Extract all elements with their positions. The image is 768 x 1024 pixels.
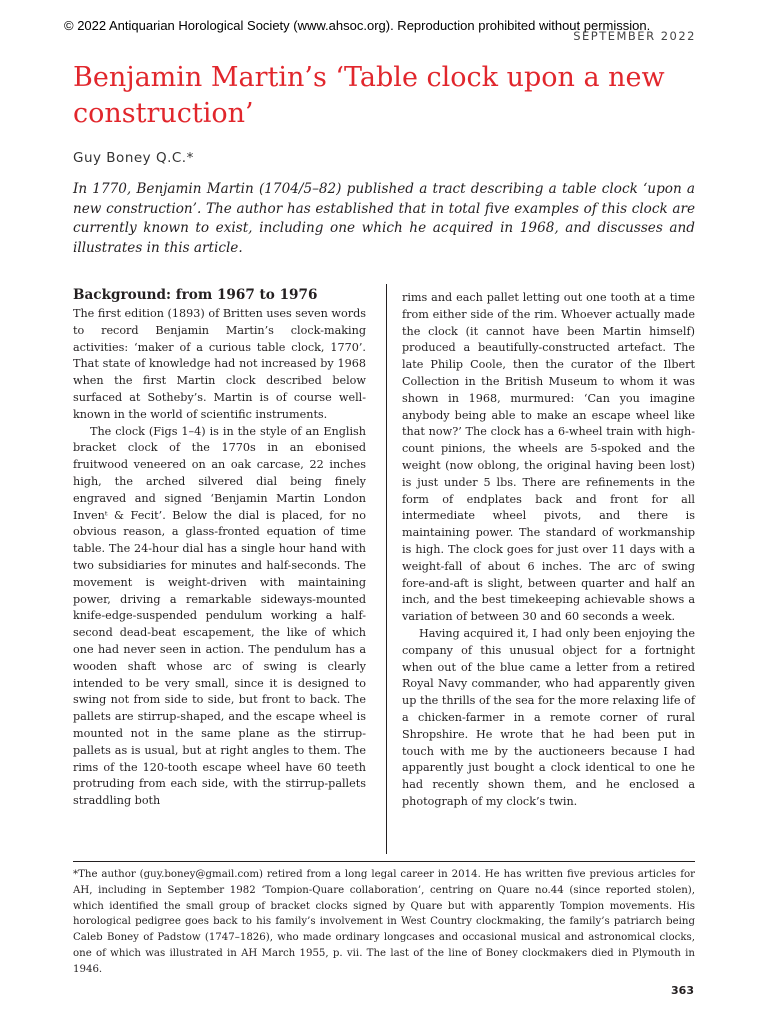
paragraph: rims and each pallet letting out one tooth at a time from either side of the rim. Whoever actually made the clock (it cannot have been Martin himself) produced a beautifully-constructed artefact. The late Philip Coole, then the curator of the Ilbert Collection in the British Museum to whom it was shown in 1968, murmured: ‘Can you imagine anybody being able to make an escape wheel like that now?’ The clock has a 6-wheel train with high-count pinions, the wheels are 5-spoked and the weight (now oblong, the original having been lost) is just under 5 lbs. There are refinements in the form of endplates back and front for all intermediate wheel pivots, and there is maintaining power. The standard of workmanship is high. The clock goes for just over 11 days with a weight-fall of about 6 inches. The arc of swing fore-and-aft is slight, between quarter and half an inch, and the best timekeeping achievable shows a variation of between 30 and 60 seconds a week. bbox=[402, 291, 695, 624]
page-number: 363 bbox=[671, 984, 694, 997]
article-abstract: In 1770, Benjamin Martin (1704/5–82) published a tract describing a table clock ‘upon a new construction’. The author has established that in total five examples of this clock are currently known to exist, including one which he acquired in 1968, and discusses and illustrates in this article. bbox=[73, 181, 695, 256]
paragraph: Having acquired it, I had only been enjoying the company of this unusual object for a fortnight when out of the blue came a letter from a retired Royal Navy commander, who had apparently given up the thrills of the sea for the more relaxing life of a chicken-farmer in a remote corner of rural Shropshire. He wrote that he had been put in touch with me by the auctioneers because I had apparently just bought a clock identical to one he had recently shown them, and he enclosed a photograph of my clock’s twin. bbox=[402, 626, 695, 808]
column-divider bbox=[386, 284, 387, 854]
left-column bbox=[73, 286, 366, 810]
article-author: Guy Boney Q.C.* bbox=[73, 150, 194, 166]
right-column bbox=[402, 290, 695, 811]
footnote-text: *The author (guy.boney@gmail.com) retired from a long legal career in 2014. He has written five previous articles for AH, including in September 1982 ‘Tompion-Quare collaboration’, centring on Quare no.44 (since reported stolen), which identified the small group of bracket clocks signed by Quare but with apparently Tompion movements. His horological pedigree goes back to his family’s involvement in West Country clockmaking, the family’s patriarch being Caleb Boney of Padstow (1747–1826), who made ordinary longcases and occasional musical and astronomical clocks, one of which was illustrated in AH March 1955, p. vii. The last of the line of Boney clockmakers died in Plymouth in 1946. bbox=[73, 869, 695, 975]
issue-date: SEPTEMBER 2022 bbox=[573, 29, 696, 43]
paragraph: The first edition (1893) of Britten uses seven words to record Benjamin Martin’s clock-making activities: ‘maker of a curious table clock, 1770’. That state of knowledge had not increased by 1968 when the first Martin clock described below surfaced at Sotheby’s. Martin is of course well-known in the world of scientific instruments. bbox=[73, 307, 366, 421]
paragraph: The clock (Figs 1–4) is in the style of an English bracket clock of the 1770s in an ebonised fruitwood veneered on an oak carcase, 22 inches high, the arched silvered dial being finely engraved and signed ‘Benjamin Martin London Invenᵗ & Fecit’. Below the dial is placed, for no obvious reason, a glass-fronted equation of time table. The 24-hour dial has a single hour hand with two subsidiaries for minutes and half-seconds. The movement is weight-driven with maintaining power, driving a remarkable sideways-mounted knife-edge-suspended pendulum working a half-second dead-beat escapement, the like of which one had never seen in action. The pendulum has a wooden shaft whose arc of swing is clearly intended to be very small, since it is designed to swing not from side to side, but front to back. The pallets are stirrup-shaped, and the escape wheel is mounted not in the same plane as the stirrup-pallets as is usual, but at right angles to them. The rims of the 120-tooth escape wheel have 60 teeth protruding from each side, with the stirrup-pallets straddling both bbox=[73, 424, 366, 808]
footnote-divider bbox=[73, 861, 695, 862]
article-title: Benjamin Martin’s ‘Table clock upon a new construction’ bbox=[73, 62, 665, 129]
section-heading: Background: from 1967 to 1976 bbox=[73, 287, 318, 303]
author-footnote bbox=[73, 867, 695, 978]
copyright-notice: © 2022 Antiquarian Horological Society (www.ahsoc.org). Reproduction prohibited without permission. bbox=[64, 18, 651, 33]
